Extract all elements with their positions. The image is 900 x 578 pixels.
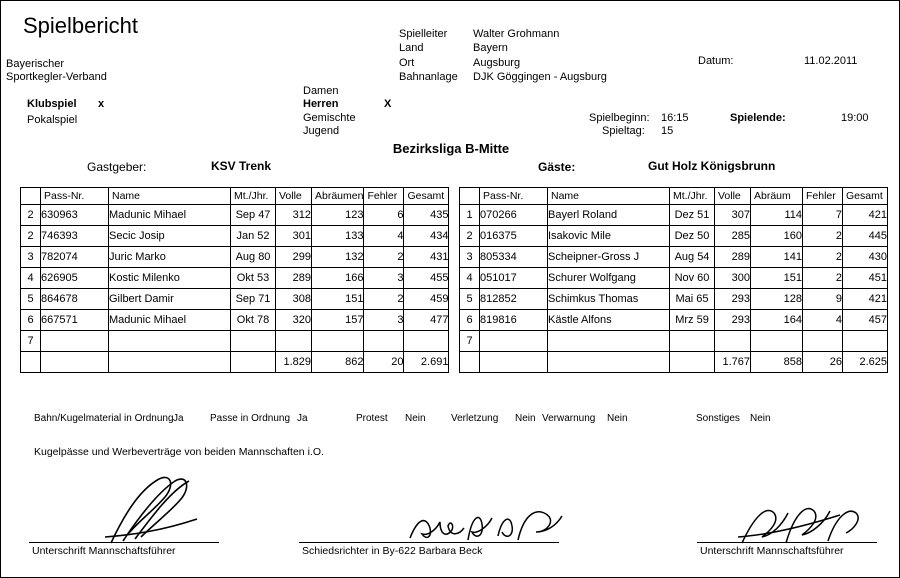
row-fehler (803, 331, 843, 352)
table-row (21, 289, 449, 310)
row-pass: 626905 (41, 268, 109, 289)
col-pass: Pass-Nr. (41, 188, 109, 205)
row-volle: 320 (276, 310, 312, 331)
totals-spacer-pass (41, 352, 109, 373)
row-num: 1 (460, 205, 480, 226)
row-num: 2 (21, 226, 41, 247)
signature-line-middle (299, 542, 559, 543)
table-row (21, 268, 449, 289)
klubspiel-checkmark[interactable]: x (98, 98, 105, 110)
totals-gesamt: 2.691 (404, 352, 449, 373)
col-abraeumen: Abräumen (312, 188, 364, 205)
col-gesamt: Gesamt (843, 188, 888, 205)
damen-label: Damen (303, 85, 339, 97)
away-score-table (459, 187, 888, 373)
row-abraeumen: 123 (312, 205, 364, 226)
row-pass: 051017 (480, 268, 548, 289)
table-row (21, 310, 449, 331)
totals-row (460, 352, 888, 373)
spieltag-label: Spieltag: (602, 125, 645, 137)
table-row (21, 331, 449, 352)
bahnanlage-value: DJK Göggingen - Augsburg (473, 71, 607, 83)
row-gesamt: 421 (843, 289, 888, 310)
totals-spacer-num (21, 352, 41, 373)
row-gesamt: 434 (404, 226, 449, 247)
signature-left-label: Unterschrift Mannschaftsführer (32, 545, 176, 557)
row-volle: 300 (715, 268, 751, 289)
land-label: Land (399, 42, 424, 54)
row-fehler: 6 (364, 205, 404, 226)
table-row (21, 205, 449, 226)
col-name: Name (109, 188, 231, 205)
signature-right-label: Unterschrift Mannschaftsführer (700, 545, 844, 557)
passe-label: Passe in Ordnung (210, 413, 291, 424)
totals-spacer-pass (480, 352, 548, 373)
table-row (21, 247, 449, 268)
row-pass: 746393 (41, 226, 109, 247)
ort-label: Ort (399, 57, 415, 69)
row-gesamt: 421 (843, 205, 888, 226)
row-mt (670, 331, 715, 352)
row-volle (276, 331, 312, 352)
row-mt: Okt 53 (231, 268, 276, 289)
datum-value: 11.02.2011 (804, 55, 858, 67)
row-abraeumen: 128 (751, 289, 803, 310)
row-pass: 819816 (480, 310, 548, 331)
row-pass: 667571 (41, 310, 109, 331)
row-volle: 301 (276, 226, 312, 247)
spielende-label: Spielende: (730, 112, 786, 124)
totals-fehler: 26 (803, 352, 843, 373)
row-mt: Sep 71 (231, 289, 276, 310)
row-name: Madunic Mihael (109, 205, 231, 226)
row-abraeumen: 157 (312, 310, 364, 331)
land-value: Bayern (473, 42, 508, 54)
totals-volle: 1.829 (276, 352, 312, 373)
protest-label: Protest (356, 413, 388, 424)
row-fehler: 2 (803, 247, 843, 268)
row-num: 2 (21, 205, 41, 226)
totals-spacer-num (460, 352, 480, 373)
totals-row (21, 352, 449, 373)
spieltag-value: 15 (661, 125, 674, 137)
totals-fehler: 20 (364, 352, 404, 373)
row-mt: Mai 65 (670, 289, 715, 310)
bahn-material-value: Ja (173, 413, 184, 424)
totals-spacer-name (109, 352, 231, 373)
row-gesamt (843, 331, 888, 352)
signature-right-scribble (736, 501, 866, 551)
totals-spacer-name (548, 352, 670, 373)
row-abraeumen (751, 331, 803, 352)
table-row (460, 310, 888, 331)
verletzung-label: Verletzung (451, 413, 499, 424)
row-num: 4 (21, 268, 41, 289)
sonstiges-value: Nein (750, 413, 771, 424)
row-gesamt: 477 (404, 310, 449, 331)
row-num: 4 (460, 268, 480, 289)
away-team-label: Gäste: (538, 160, 576, 174)
row-fehler: 2 (803, 268, 843, 289)
row-volle: 289 (276, 268, 312, 289)
totals-volle: 1.767 (715, 352, 751, 373)
spielbeginn-value: 16:15 (661, 112, 689, 124)
row-abraeumen: 160 (751, 226, 803, 247)
klubspiel-label: Klubspiel (27, 98, 77, 110)
row-name: Kästle Alfons (548, 310, 670, 331)
row-name: Kostic Milenko (109, 268, 231, 289)
verwarnung-value: Nein (607, 413, 628, 424)
table-header-row (460, 188, 888, 205)
totals-abraeumen: 862 (312, 352, 364, 373)
pokalspiel-label: Pokalspiel (27, 114, 78, 126)
row-name (548, 331, 670, 352)
spielleiter-value: Walter Grohmann (473, 28, 560, 40)
gemischte-label: Gemischte (303, 112, 356, 124)
table-row (460, 205, 888, 226)
row-num: 6 (21, 310, 41, 331)
row-gesamt: 451 (843, 268, 888, 289)
row-abraeumen: 141 (751, 247, 803, 268)
row-abraeumen: 151 (312, 289, 364, 310)
col-gesamt: Gesamt (404, 188, 449, 205)
col-fehler: Fehler (364, 188, 404, 205)
row-mt: Jan 52 (231, 226, 276, 247)
row-abraeumen: 114 (751, 205, 803, 226)
herren-label: Herren (303, 98, 339, 110)
row-num: 6 (460, 310, 480, 331)
away-team-name: Gut Holz Königsbrunn (648, 159, 776, 173)
table-row (21, 226, 449, 247)
spielleiter-label: Spielleiter (399, 28, 448, 40)
signature-line-left (29, 542, 219, 543)
row-gesamt (404, 331, 449, 352)
row-fehler: 7 (803, 205, 843, 226)
col-fehler: Fehler (803, 188, 843, 205)
datum-label: Datum: (698, 55, 734, 67)
row-name: Madunic Mihael (109, 310, 231, 331)
row-pass (41, 331, 109, 352)
col-mt: Mt./Jhr. (670, 188, 715, 205)
row-abraeumen: 133 (312, 226, 364, 247)
verwarnung-label: Verwarnung (542, 413, 596, 424)
row-num: 7 (460, 331, 480, 352)
row-name: Bayerl Roland (548, 205, 670, 226)
row-pass: 070266 (480, 205, 548, 226)
row-mt: Dez 50 (670, 226, 715, 247)
col-name: Name (548, 188, 670, 205)
table-row (460, 226, 888, 247)
col-volle: Volle (715, 188, 751, 205)
herren-checkmark[interactable]: X (384, 98, 392, 110)
row-num: 3 (21, 247, 41, 268)
row-num: 3 (460, 247, 480, 268)
row-volle: 285 (715, 226, 751, 247)
row-gesamt: 435 (404, 205, 449, 226)
table-row (460, 268, 888, 289)
row-fehler: 3 (364, 268, 404, 289)
row-abraeumen: 151 (751, 268, 803, 289)
page-title: Spielbericht (23, 13, 138, 38)
row-num: 2 (460, 226, 480, 247)
row-fehler: 4 (803, 310, 843, 331)
spielende-value: 19:00 (841, 112, 869, 124)
bahn-material-label: Bahn/Kugelmaterial in Ordnung (34, 413, 174, 424)
col-pass: Pass-Nr. (480, 188, 548, 205)
row-pass: 782074 (41, 247, 109, 268)
row-fehler: 2 (364, 289, 404, 310)
row-abraeumen (312, 331, 364, 352)
row-fehler: 3 (364, 310, 404, 331)
row-pass: 016375 (480, 226, 548, 247)
table-row (460, 247, 888, 268)
spielbeginn-label: Spielbeginn: (589, 112, 650, 124)
row-mt: Dez 51 (670, 205, 715, 226)
row-name: Secic Josip (109, 226, 231, 247)
row-gesamt: 445 (843, 226, 888, 247)
row-abraeumen: 132 (312, 247, 364, 268)
row-mt: Aug 54 (670, 247, 715, 268)
row-mt: Aug 80 (231, 247, 276, 268)
row-name: Juric Marko (109, 247, 231, 268)
row-pass: 812852 (480, 289, 548, 310)
col-abraeum: Abräum (751, 188, 803, 205)
row-volle: 308 (276, 289, 312, 310)
bahnanlage-label: Bahnanlage (399, 71, 458, 83)
signature-left-scribble (101, 471, 241, 551)
row-volle: 307 (715, 205, 751, 226)
signature-line-right (697, 542, 877, 543)
organization-line-1: Bayerischer (6, 58, 65, 70)
row-name: Schurer Wolfgang (548, 268, 670, 289)
sonstiges-label: Sonstiges (696, 413, 740, 424)
row-fehler: 2 (803, 226, 843, 247)
totals-spacer-mt (231, 352, 276, 373)
row-abraeumen: 166 (312, 268, 364, 289)
row-volle: 293 (715, 310, 751, 331)
row-fehler (364, 331, 404, 352)
row-num: 7 (21, 331, 41, 352)
jugend-label: Jugend (303, 125, 340, 137)
row-volle: 289 (715, 247, 751, 268)
row-num: 5 (21, 289, 41, 310)
row-name: Gilbert Damir (109, 289, 231, 310)
row-num: 5 (460, 289, 480, 310)
row-volle: 293 (715, 289, 751, 310)
row-gesamt: 455 (404, 268, 449, 289)
row-mt: Sep 47 (231, 205, 276, 226)
row-pass: 805334 (480, 247, 548, 268)
row-gesamt: 459 (404, 289, 449, 310)
home-score-table (20, 187, 449, 373)
row-pass: 864678 (41, 289, 109, 310)
row-pass: 630963 (41, 205, 109, 226)
row-fehler: 4 (364, 226, 404, 247)
verletzung-value: Nein (515, 413, 536, 424)
row-volle: 299 (276, 247, 312, 268)
row-mt (231, 331, 276, 352)
row-mt: Okt 78 (231, 310, 276, 331)
row-abraeumen: 164 (751, 310, 803, 331)
row-name: Schimkus Thomas (548, 289, 670, 310)
row-mt: Mrz 59 (670, 310, 715, 331)
remarks-note: Kugelpässe und Werbeverträge von beiden Mannschaften i.O. (34, 446, 324, 458)
table-header-row (21, 188, 449, 205)
protest-value: Nein (405, 413, 426, 424)
row-gesamt: 431 (404, 247, 449, 268)
row-fehler: 2 (364, 247, 404, 268)
row-volle (715, 331, 751, 352)
totals-gesamt: 2.625 (843, 352, 888, 373)
row-fehler: 9 (803, 289, 843, 310)
col-num (460, 188, 480, 205)
col-mt: Mt./Jhr. (231, 188, 276, 205)
ort-value: Augsburg (473, 57, 521, 69)
home-team-name: KSV Trenk (211, 159, 272, 173)
passe-value: Ja (297, 413, 308, 424)
row-name (109, 331, 231, 352)
row-volle: 312 (276, 205, 312, 226)
totals-abraeumen: 858 (751, 352, 803, 373)
row-name: Isakovic Mile (548, 226, 670, 247)
row-name: Scheipner-Gross J (548, 247, 670, 268)
row-gesamt: 430 (843, 247, 888, 268)
home-team-label: Gastgeber: (87, 160, 147, 174)
signature-middle-label: Schiedsrichter in By-622 Barbara Beck (302, 545, 483, 557)
row-gesamt: 457 (843, 310, 888, 331)
league-title: Bezirksliga B-Mitte (392, 141, 510, 156)
col-volle: Volle (276, 188, 312, 205)
col-num (21, 188, 41, 205)
table-row (460, 289, 888, 310)
organization-line-2: Sportkegler-Verband (6, 71, 107, 83)
table-row (460, 331, 888, 352)
row-pass (480, 331, 548, 352)
totals-spacer-mt (670, 352, 715, 373)
row-mt: Nov 60 (670, 268, 715, 289)
